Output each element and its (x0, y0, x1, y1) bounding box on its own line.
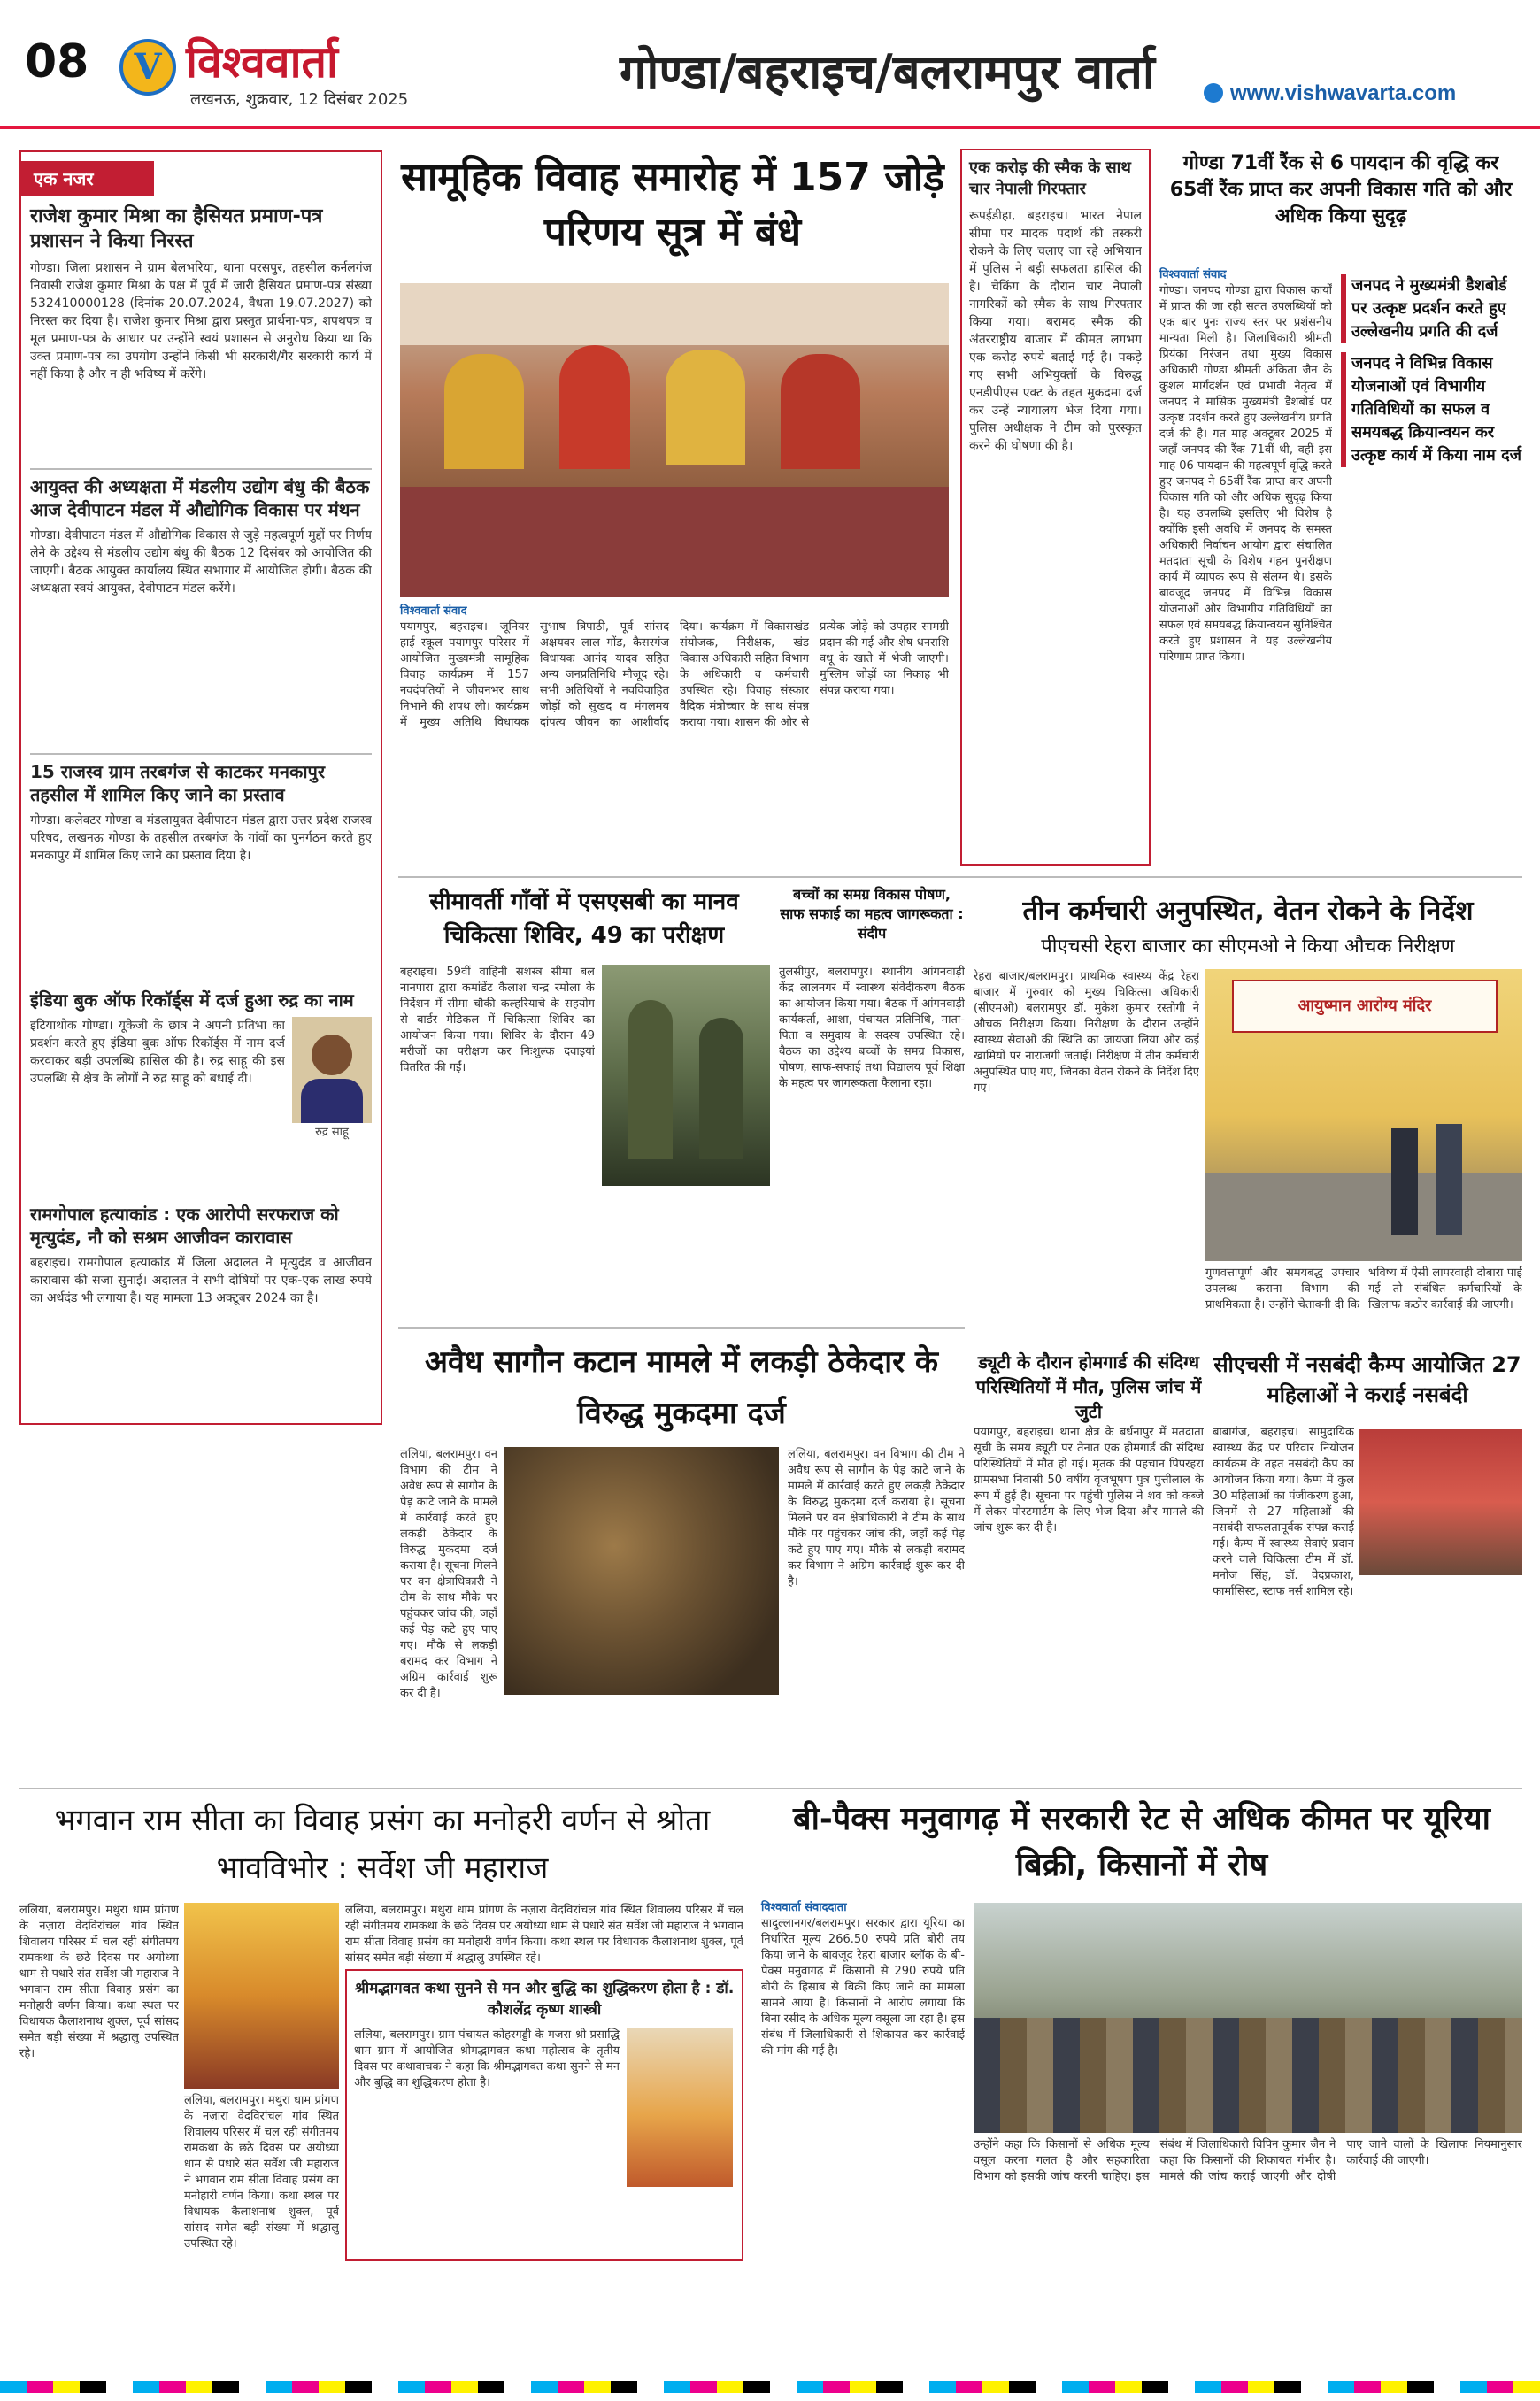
speaker-photo (627, 2028, 733, 2187)
story-body: गोण्डा। जिला प्रशासन ने ग्राम बेलभरिया, थाना परसपुर, तहसील कर्नलगंज निवासी राजेश कुमार मिश्रा के पक्ष में पूर्व में जारी हैसियत प्रमाण-पत्र संख्या 532410000128 (दिनांक 20.07.2024, वैधता 19.07.2027) को निरस्त कर दिया है। राजेश कुमार मिश्रा द्वारा प्रस्तुत प्रार्थना-पत्र, शपथपत्र व मूल प्रमाण-पत्र के आधार पर उन्होंने स्वयं प्रशासन से अनुरोध किया था कि उक्त प्रमाण-पत्र का उपयोग उन्होंने किसी भी सरकारी/गैर सरकारी कार्य में नहीं किया है और न ही भविष्य में करेंगे। (30, 261, 372, 381)
chc-camp-photo (1359, 1429, 1522, 1575)
brand-name: विश्ववार्ता (186, 36, 338, 88)
homeguard-headline: ड्यूटी के दौरान होमगार्ड की संदिग्ध परिस्थितियों में मौत, पुलिस जांच में जुटी (975, 1351, 1202, 1422)
staff-body: रेहरा बाजार/बलरामपुर। प्राथमिक स्वास्थ्य केंद्र रेहरा बाजार में गुरुवार को मुख्य चिकित्सा अधिकारी (सीएमओ) बलरामपुर डॉ. मुकेश कुमार रस्तोगी ने औचक निरीक्षण किया। निरीक्षण के दौरान उन्होंने स्वास्थ्य सेवाओं की स्थिति का जायजा लिया और कई खामियों पर नाराजगी जताई। निरीक्षण में तीन कर्मचारी अनुपस्थित पाए गए, जिनका वेतन रोकने के निर्देश दिए गए। (974, 970, 1199, 1095)
staff-headline: तीन कर्मचारी अनुपस्थित, वेतन रोकने के निर्देश (1022, 896, 1474, 927)
newspaper-logo: V (119, 39, 176, 96)
children-body: तुलसीपुर, बलरामपुर। स्थानीय आंगनवाड़ी केंद्र लालनगर में स्वास्थ्य संवेदीकरण बैठक का आयोजन किया गया। बैठक में आंगनवाड़ी कार्यकर्ता, आशा, पंचायत प्रतिनिधि, माता-पिता व समुदाय के सदस्य उपस्थित रहे। बैठक का उद्देश्य बच्चों के समग्र विकास, पोषण, साफ-सफाई तथा विद्यालय पूर्व शिक्षा के महत्व पर जागरूकता फैलाना रहा। (779, 966, 965, 1090)
bpacs-body: सादुल्लानगर/बलरामपुर। सरकार द्वारा यूरिया का निर्धारित मूल्य 266.50 रुपये प्रति बोरी तय किया जाने के बावजूद रेहरा बाजार ब्लॉक के बी-पैक्स मनुवागढ़ में किसानों से 290 रुपये प्रति बोरी के हिसाब से बिक्री किए जाने का मामला सामने आया है। किसानों ने आरोप लगाया कि बिना रसीद के अधिक मूल्य वसूला जा रहा है। इस संबंध में जिलाधिकारी से शिकायत कर कार्रवाई की मांग की गई है। (761, 1917, 965, 2058)
timber-photo (504, 1447, 779, 1695)
highlight-bullet: जनपद ने मुख्यमंत्री डैशबोर्ड पर उत्कृष्ट प्रदर्शन करते हुए उल्लेखनीय प्रगति की दर्ज (1341, 274, 1522, 343)
story-headline: आयुक्त की अध्यक्षता में मंडलीय उद्योग बंधु की बैठक आज देवीपाटन मंडल में औद्योगिक विकास पर मंथन (30, 476, 370, 520)
website-link[interactable]: www.vishwavarta.com (1230, 81, 1457, 105)
story-body: इटियाथोक गोण्डा। यूकेजी के छात्र ने अपनी प्रतिभा का प्रदर्शन करते हुए इंडिया बुक ऑफ रिकॉर्ड्स में नाम दर्ज करवाकर बड़ी उपलब्धि हासिल की है। रुद्र साहू की इस उपलब्धि से क्षेत्र के लोगों ने रुद्र साहू को बधाई दी। (30, 1019, 285, 1086)
staff-bottom-text: गुणवत्तापूर्ण और समयबद्ध उपचार उपलब्ध कराना विभाग की प्राथमिकता है। उन्होंने चेतावनी दी कि भविष्य में ऐसी लापरवाही दोबारा पाई गई तो संबंधित कर्मचारियों के खिलाफ कठोर कार्रवाई की जाएगी। (1205, 1266, 1522, 1312)
children-headline: बच्चों का समग्र विकास पोषण, साफ सफाई का महत्व जागरूकता : संदीप (780, 886, 964, 942)
child-photo (292, 1017, 372, 1123)
story-headline: एक करोड़ की स्मैक के साथ चार नेपाली गिरफ्तार (969, 158, 1131, 198)
rank-highlights (1341, 274, 1522, 467)
photo-caption: रुद्र साहू (315, 1126, 349, 1139)
story-headline: 15 राजस्व ग्राम तरबगंज से काटकर मनकापुर तहसील में शामिल किए जाने का प्रस्ताव (30, 761, 326, 805)
ram-headline: भगवान राम सीता का विवाह प्रसंग का मनोहरी वर्णन से श्रोता भावविभोर : सर्वेश जी महाराज (54, 1803, 711, 1886)
story-headline: राजेश कुमार मिश्रा का हैसियत प्रमाण-पत्र प्रशासन ने किया निरस्त (30, 205, 323, 252)
bpacs-byline: विश्ववार्ता संवाददाता (761, 1901, 847, 1914)
story-body: रूपईडीहा, बहराइच। भारत नेपाल सीमा पर मादक पदार्थ की तस्करी रोकने के लिए चलाए जा रहे अभियान में पुलिस ने बड़ी सफलता हासिल की है। चेकिंग के दौरान चार नेपाली नागरिकों को स्मैक के साथ गिरफ्तार किया गया। बरामद स्मैक की अंतरराष्ट्रीय बाजार में कीमत लगभग एक करोड़ रुपये बताई गई है। पकड़े गए सभी अभियुक्तों के विरुद्ध एनडीपीएस एक्ट के तहत मुकदमा दर्ज कर उन्हें न्यायालय भेज दिया गया। पुलिस अधीक्षक ने टीम को पुरस्कृत करने की घोषणा की है। (969, 209, 1142, 453)
story-headline: इंडिया बुक ऑफ रिकॉर्ड्स में दर्ज हुआ रुद्र का नाम (30, 989, 354, 1011)
teak-headline: अवैध सागौन कटान मामले में लकड़ी ठेकेदार के विरुद्ध मुकदमा दर्ज (425, 1344, 938, 1431)
masthead (0, 0, 1540, 129)
globe-icon (1204, 83, 1223, 103)
rank-byline: विश्ववार्ता संवाद (1159, 268, 1227, 281)
story-headline: रामगोपाल हत्याकांड : एक आरोपी सरफराज को मृत्युदंड, नौ को सश्रम आजीवन कारावास (30, 1204, 339, 1248)
phc-signboard: आयुष्मान आरोग्य मंदिर (1232, 980, 1498, 1033)
teak-body-cont: ललिया, बलरामपुर। वन विभाग की टीम ने अवैध रूप से सागौन के पेड़ काटे जाने के मामले में कार्रवाई करते हुए लकड़ी ठेकेदार के विरुद्ध मुकदमा दर्ज कराया है। सूचना मिलने पर वन क्षेत्राधिकारी ने टीम के साथ मौके पर पहुंचकर जांच की, जहाँ कई पेड़ कटे हुए पाए गए। मौके से लकड़ी बरामद कर विभाग ने अग्रिम कार्रवाई शुरू कर दी है। (788, 1448, 965, 1589)
phc-building-photo (1205, 969, 1522, 1261)
bpacs-right-text: उन्होंने कहा कि किसानों से अधिक मूल्य वसूल करना गलत है और सहकारिता विभाग को इसकी जांच करनी चाहिए। इस संबंध में जिलाधिकारी विपिन कुमार जैन ने कहा कि किसानों की शिकायत गंभीर है। मामले की जांच कराई जाएगी और दोषी पाए जाने वालों के खिलाफ नियमानुसार कार्रवाई की जाएगी। (974, 2138, 1522, 2183)
box-body: ललिया, बलरामपुर। ग्राम पंचायत कोहरगड्डी के मजरा श्री प्रसाद्धि धाम ग्राम में आयोजित श्रीमद्भागवत कथा महोत्सव के तृतीय दिवस पर कथावाचक ने कहा कि श्रीमद्भागवत कथा सुनने से मन और बुद्धि का शुद्धिकरण होता है। (354, 2028, 620, 2089)
highlight-bullet: जनपद ने विभिन्न विकास योजनाओं एवं विभागीय गतिविधियों का सफल व समयबद्ध क्रियान्वयन कर उत्कृष्ट कार्य में किया नाम दर्ज (1341, 352, 1522, 467)
lead-byline: विश्ववार्ता संवाद (400, 604, 467, 618)
lead-headline: सामूहिक विवाह समारोह में 157 जोड़े परिणय सूत्र में बंधे (401, 155, 944, 255)
ssb-camp-photo (602, 965, 770, 1186)
rank-headline: गोण्डा 71वीं रैंक से 6 पायदान की वृद्धि कर 65वीं रैंक प्राप्त कर अपनी विकास गति को और अधिक किया सुदृढ़ (1169, 152, 1513, 227)
ssb-headline: सीमावर्ती गाँवों में एसएसबी का मानव चिकित्सा शिविर, 49 का परीक्षण (429, 889, 739, 949)
story-body: गोण्डा। कलेक्टर गोण्डा व मंडलायुक्त देवीपाटन मंडल द्वारा उत्तर प्रदेश राजस्व परिषद, लखनऊ गोण्डा के तहसील तरबगंज के गांवों का पुनर्गठन करते हुए मनकापुर में शामिल किए जाने का प्रस्ताव दिया है। (30, 813, 372, 863)
box-headline: श्रीमद्भागवत कथा सुनने से मन और बुद्धि का शुद्धिकरण होता है : डॉ. कौशलेंद्र कृष्ण शास्त्री (354, 1980, 735, 2019)
registration-marks (0, 2381, 1540, 2393)
lead-body: पयागपुर, बहराइच। जूनियर हाई स्कूल पयागपुर परिसर में आयोजित मुख्यमंत्री सामूहिक विवाह कार्यक्रम में 157 नवदंपतियों ने जीवनभर साथ निभाने की शपथ ली। कार्यक्रम में मुख्य अतिथि विधायक सुभाष त्रिपाठी, पूर्व सांसद अक्षयवर लाल गोंड, कैसरगंज विधायक आनंद यादव सहित अन्य जनप्रतिनिधि मौजूद रहे। सभी अतिथियों ने नवविवाहित जोड़ों को सुखद व मंगलमय दांपत्य जीवन का आशीर्वाद दिया। कार्यक्रम में विकासखंड संयोजक, निरीक्षक, खंड विकास अधिकारी सहित विभाग के अधिकारी व कर्मचारी उपस्थित रहे। विवाह संस्कार वैदिक मंत्रोच्चार के साथ संपन्न कराया गया। शासन की ओर से प्रत्येक जोड़े को उपहार सामग्री प्रदान की गई और शेष धनराशि वधू के खाते में भेजी जाएगी। मुस्लिम जोड़ों का निकाह भी संपन्न कराया गया। (400, 620, 949, 729)
wedding-photo (400, 283, 949, 597)
ram-body-cont: ललिया, बलरामपुर। मथुरा धाम प्रांगण के नज़ारा वेदविरांचल गांव स्थित शिवालय परिसर में चल रही संगीतमय रामकथा के छठे दिवस पर अयोध्या धाम से पधारे संत सर्वेश जी महाराज ने भगवान राम सीता विवाह प्रसंग का मनोहारी वर्णन किया। कथा स्थल पर विधायक कैलाशनाथ शुक्ल, पूर्व सांसद समेत बड़ी संख्या में श्रद्धालु उपस्थित रहे। (184, 2094, 339, 2251)
chc-body: बाबागंज, बहराइच। सामुदायिक स्वास्थ्य केंद्र पर परिवार नियोजन कार्यक्रम के तहत नसबंदी कैंप का आयोजन किया गया। कैम्प में कुल 30 महिलाओं का पंजीकरण हुआ, जिनमें से 27 महिलाओं की नसबंदी सफलतापूर्वक संपन्न कराई गई। कैम्प में स्वास्थ्य सेवाएं प्रदान करने वाले चिकित्सा टीम में डॉ. मनोज सिंह, डॉ. वेदप्रकाश, फार्मासिस्ट, स्टाफ नर्स शामिल रहे। (1213, 1426, 1354, 1598)
section-title: गोण्डा/बहराइच/बलरामपुर वार्ता (620, 44, 1155, 100)
story-body: गोण्डा। देवीपाटन मंडल में औद्योगिक विकास से जुड़े महत्वपूर्ण मुद्दों पर निर्णय लेने के उद्देश्य से मंडलीय उद्योग बंधु की बैठक 12 दिसंबर को आयोजित की जाएगी। बैठक आयुक्त कार्यालय स्थित सभागार में आयोजित होगी। बैठक की अध्यक्षता स्वयं आयुक्त, देवीपाटन मंडल करेंगे। (30, 528, 372, 596)
ram-body: ललिया, बलरामपुर। मथुरा धाम प्रांगण के नज़ारा वेदविरांचल गांव स्थित शिवालय परिसर में चल रही संगीतमय रामकथा के छठे दिवस पर अयोध्या धाम से पधारे संत सर्वेश जी महाराज ने भगवान राम सीता विवाह प्रसंग का मनोहारी वर्णन किया। कथा स्थल पर विधायक कैलाशनाथ शुक्ल, पूर्व सांसद समेत बड़ी संख्या में श्रद्धालु उपस्थित रहे। (19, 1904, 179, 2060)
chc-headline: सीएचसी में नसबंदी कैम्प आयोजित 27 महिलाओं ने कराई नसबंदी (1213, 1352, 1521, 1407)
homeguard-body: पयागपुर, बहराइच। थाना क्षेत्र के बर्धनापुर में मतदाता सूची के समय ड्यूटी पर तैनात एक होमगार्ड की संदिग्ध परिस्थितियों में मौत हो गई। मृतक की पहचान पिपरहरा ग्रामसभा निवासी 50 वर्षीय वृजभूषण पुत्र पुत्तीलाल के रूप में हुई है। सूचना पर पहुंची पुलिस ने शव को कब्जे में लेकर पोस्टमार्टम के लिए भेज दिया और मामले की जांच शुरू कर दी है। (974, 1426, 1204, 1535)
smack-story (960, 149, 1151, 866)
staff-subheadline: पीएचसी रेहरा बाजार का सीएमओ ने किया औचक निरीक्षण (1041, 935, 1455, 958)
ssb-body: बहराइच। 59वीं वाहिनी सशस्त्र सीमा बल नानपारा द्वारा कमांडेंट कैलाश चन्द्र रमोला के निर्देशन में सीमा चौकी कल्हरियाचे के सहयोग से बार्डर मेडिकल में चिकित्सा शिविर का आयोजन किया गया। शिविर के दौरान 49 मरीजों का परीक्षण कर निःशुल्क दवाइयां वितरित की गईं। (400, 966, 595, 1074)
katha-stage-photo (184, 1903, 339, 2089)
teak-body: ललिया, बलरामपुर। वन विभाग की टीम ने अवैध रूप से सागौन के पेड़ काटे जाने के मामले में कार्रवाई करते हुए लकड़ी ठेकेदार के विरुद्ध मुकदमा दर्ज कराया है। सूचना मिलने पर वन क्षेत्राधिकारी ने टीम के साथ मौके पर पहुंचकर जांच की, जहाँ कई पेड़ कटे हुए पाए गए। मौके से लकड़ी बरामद कर विभाग ने अग्रिम कार्रवाई शुरू कर दी है। (400, 1448, 497, 1700)
story-body: बहराइच। रामगोपाल हत्याकांड में जिला अदालत ने मृत्युदंड व आजीवन कारावास की सजा सुनाई। अदालत ने सभी दोषियों पर एक-एक लाख रुपये का अर्थदंड भी लगाया है। यह मामला 13 अक्टूबर 2024 का है। (30, 1256, 372, 1305)
bpacs-headline: बी-पैक्स मनुवागढ़ में सरकारी रेट से अधिक कीमत पर यूरिया बिक्री, किसानों में रोष (793, 1801, 1490, 1883)
rank-body: गोण्डा। जनपद गोण्डा द्वारा विकास कार्यों में प्राप्त की जा रही सतत उपलब्धियों को एक बार पुनः राज्य स्तर पर प्रशंसनीय मान्यता मिली है। जिलाधिकारी श्रीमती प्रियंका निरंजन तथा मुख्य विकास अधिकारी गोण्डा श्रीमती अंकिता जैन के कुशल मार्गदर्शन एवं प्रभावी नेतृत्व में जनपद ने मासिक मुख्यमंत्री डैशबोर्ड पर उत्कृष्ट प्रदर्शन करते हुए उल्लेखनीय प्रगति दर्ज की है। गत माह अक्टूबर 2025 में जहाँ जनपद की रैंक 71वीं थी, वहीं इस माह 06 पायदान की महत्वपूर्ण वृद्धि करते हुए जनपद ने 65वीं रैंक प्राप्त कर अपनी विकास गति को और अधिक सुदृढ़ किया है। यह उपलब्धि इसलिए भी विशेष है क्योंकि इसी अवधि में जनपद के समस्त अधिकारी निर्वाचन आयोग द्वारा संचालित मतदाता सूची के विशेष गहन पुनरीक्षण कार्य में व्यापक रूप से संलग्न थे। इसके बावजूद जनपद में विभिन्न विकास योजनाओं और विभागीय गतिविधियों का सफल एवं समयबद्ध क्रियान्वयन सुनिश्चित करते हुए प्रशासन ने यह उल्लेखनीय परिणाम प्राप्त किया। (1159, 284, 1332, 664)
bhagwat-box (345, 1969, 743, 2261)
dateline: लखनऊ, शुक्रवार, 12 दिसंबर 2025 (190, 90, 409, 109)
ek-nazar-label: एक नजर (21, 161, 154, 196)
page-number: 08 (25, 35, 89, 88)
ram-body-cont: ललिया, बलरामपुर। मथुरा धाम प्रांगण के नज़ारा वेदविरांचल गांव स्थित शिवालय परिसर में चल रही संगीतमय रामकथा के छठे दिवस पर अयोध्या धाम से पधारे संत सर्वेश जी महाराज ने भगवान राम सीता विवाह प्रसंग का मनोहारी वर्णन किया। कथा स्थल पर विधायक कैलाशनाथ शुक्ल, पूर्व सांसद समेत बड़ी संख्या में श्रद्धालु उपस्थित रहे। (345, 1904, 743, 1965)
farmers-crowd-photo (974, 1903, 1522, 2133)
ek-nazar-column (19, 150, 382, 1425)
